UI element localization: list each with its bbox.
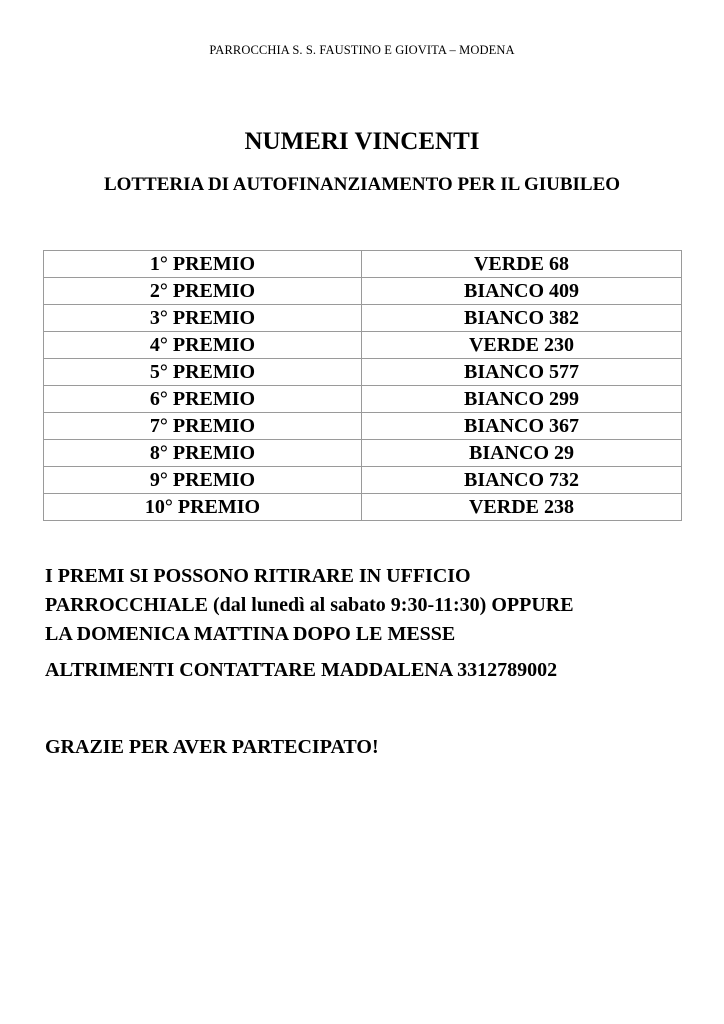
prize-rank-cell: 3° PREMIO: [44, 305, 362, 332]
thanks-message: GRAZIE PER AVER PARTECIPATO!: [45, 736, 379, 758]
table-row: [44, 440, 682, 467]
table-row: [44, 332, 682, 359]
page-title: NUMERI VINCENTI: [244, 128, 480, 155]
pickup-notice-line: LA DOMENICA MATTINA DOPO LE MESSE: [45, 623, 456, 645]
parish-header: PARROCCHIA S. S. FAUSTINO E GIOVITA – MODENA: [209, 43, 515, 57]
table-row: [44, 386, 682, 413]
winning-number-cell: BIANCO 382: [362, 305, 682, 332]
prize-rank-cell: 10° PREMIO: [44, 494, 362, 521]
table-row: [44, 467, 682, 494]
winning-number-cell: VERDE 230: [362, 332, 682, 359]
winning-number-cell: BIANCO 29: [362, 440, 682, 467]
winning-number-cell: BIANCO 367: [362, 413, 682, 440]
page-subtitle: LOTTERIA DI AUTOFINANZIAMENTO PER IL GIUBILEO: [103, 174, 621, 195]
winning-number-cell: VERDE 68: [362, 251, 682, 278]
prize-rank-cell: 2° PREMIO: [44, 278, 362, 305]
pickup-notice-line: I PREMI SI POSSONO RITIRARE IN UFFICIO: [45, 565, 471, 587]
prize-rank-cell: 7° PREMIO: [44, 413, 362, 440]
winning-number-cell: BIANCO 409: [362, 278, 682, 305]
table-row: [44, 305, 682, 332]
contact-notice: ALTRIMENTI CONTATTARE MADDALENA 3312789002: [45, 659, 558, 681]
pickup-notice-line: PARROCCHIALE (dal lunedì al sabato 9:30-11:30) OPPURE: [45, 594, 574, 616]
prize-rank-cell: 8° PREMIO: [44, 440, 362, 467]
winning-number-cell: BIANCO 732: [362, 467, 682, 494]
table-row: [44, 413, 682, 440]
winning-number-cell: BIANCO 577: [362, 359, 682, 386]
table-row: [44, 359, 682, 386]
prize-rank-cell: 5° PREMIO: [44, 359, 362, 386]
prize-table: [43, 250, 682, 521]
prize-rank-cell: 4° PREMIO: [44, 332, 362, 359]
table-row: [44, 494, 682, 521]
prize-rank-cell: 9° PREMIO: [44, 467, 362, 494]
pickup-notice: [45, 562, 685, 649]
prize-rank-cell: 1° PREMIO: [44, 251, 362, 278]
winning-number-cell: VERDE 238: [362, 494, 682, 521]
table-row: [44, 278, 682, 305]
table-row: [44, 251, 682, 278]
winning-number-cell: BIANCO 299: [362, 386, 682, 413]
prize-rank-cell: 6° PREMIO: [44, 386, 362, 413]
